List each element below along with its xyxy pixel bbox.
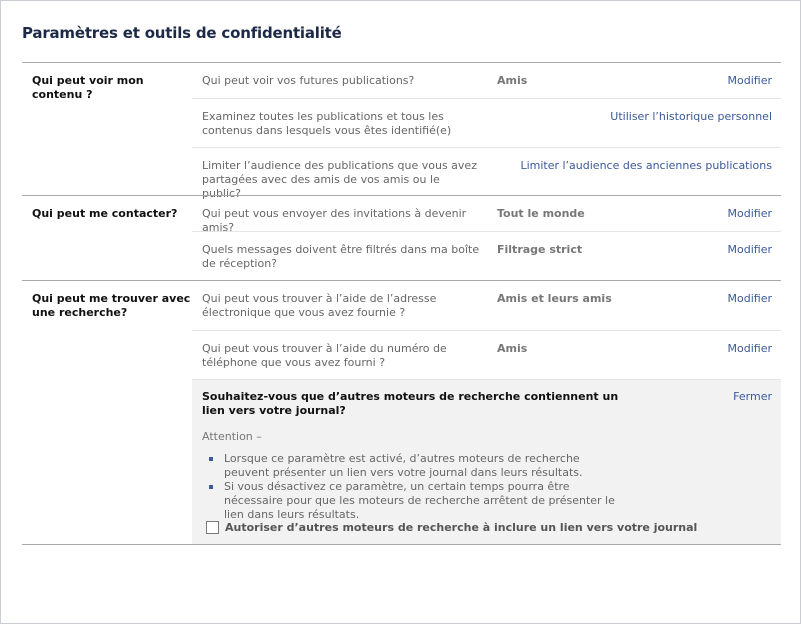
section-title: Qui peut me contacter? xyxy=(32,207,178,220)
row-value: Amis et leurs amis xyxy=(497,292,612,305)
row-value: Amis xyxy=(497,342,528,355)
list-item xyxy=(206,452,626,480)
row-lookup-email xyxy=(192,281,781,330)
row-limit-past-posts xyxy=(192,147,781,200)
row-value: Amis xyxy=(497,74,528,87)
page-title: Paramètres et outils de confidentialité xyxy=(22,24,342,42)
attention-label: Attention – xyxy=(202,430,262,443)
row-friend-requests xyxy=(192,196,781,234)
list-item-text: Lorsque ce paramètre est activé, d’autres moteurs de recherche peuvent présenter un lien vers votre journal dans leurs résultats. xyxy=(224,452,583,479)
row-question: Qui peut vous envoyer des invitations à devenir amis? xyxy=(202,207,467,234)
edit-future-posts-link[interactable]: Modifier xyxy=(727,74,772,87)
section-who-can-contact xyxy=(22,195,781,281)
edit-friend-requests-link[interactable]: Modifier xyxy=(727,207,772,220)
row-activity-log xyxy=(192,98,781,148)
section-who-can-see xyxy=(22,62,781,200)
row-question: Examinez toutes les publications et tous les contenus dans lesquels vous êtes identifié(e) xyxy=(202,110,452,137)
panel-title: Souhaitez-vous que d’autres moteurs de recherche contiennent un lien vers votre journal? xyxy=(202,390,619,417)
row-lookup-phone xyxy=(192,330,781,380)
limit-past-posts-link[interactable]: Limiter l’audience des anciennes publications xyxy=(520,159,772,172)
warning-list xyxy=(206,452,626,522)
row-value: Tout le monde xyxy=(497,207,585,220)
row-message-filtering xyxy=(192,231,781,282)
section-who-can-look-up xyxy=(22,280,781,545)
row-question: Qui peut vous trouver à l’aide de l’adresse électronique que vous avez fournie ? xyxy=(202,292,437,319)
section-title: Qui peut me trouver avec une recherche? xyxy=(32,292,191,319)
bullet-icon xyxy=(209,457,213,461)
row-value: Filtrage strict xyxy=(497,243,583,256)
use-activity-log-link[interactable]: Utiliser l’historique personnel xyxy=(610,110,772,123)
row-question: Qui peut voir vos futures publications? xyxy=(202,74,415,87)
edit-lookup-phone-link[interactable]: Modifier xyxy=(727,342,772,355)
row-future-posts xyxy=(192,63,781,98)
search-engine-panel xyxy=(192,379,781,544)
allow-search-engines-label[interactable]: Autoriser d’autres moteurs de recherche à inclure un lien vers votre journal xyxy=(225,521,698,534)
list-item xyxy=(206,480,626,522)
edit-message-filtering-link[interactable]: Modifier xyxy=(727,243,772,256)
row-question: Qui peut vous trouver à l’aide du numéro de téléphone que vous avez fourni ? xyxy=(202,342,447,369)
edit-lookup-email-link[interactable]: Modifier xyxy=(727,292,772,305)
close-panel-link[interactable]: Fermer xyxy=(733,390,772,403)
section-title: Qui peut voir mon contenu ? xyxy=(32,74,144,101)
row-question: Limiter l’audience des publications que vous avez partagées avec des amis de vos amis ou le public? xyxy=(202,159,477,200)
allow-search-engines-checkbox[interactable] xyxy=(206,521,219,534)
list-item-text: Si vous désactivez ce paramètre, un certain temps pourra être nécessaire pour que les moteurs de recherche arrêtent de présenter le lien dans leurs résultats. xyxy=(224,480,615,521)
bullet-icon xyxy=(209,485,213,489)
row-question: Quels messages doivent être filtrés dans ma boîte de réception? xyxy=(202,243,480,270)
